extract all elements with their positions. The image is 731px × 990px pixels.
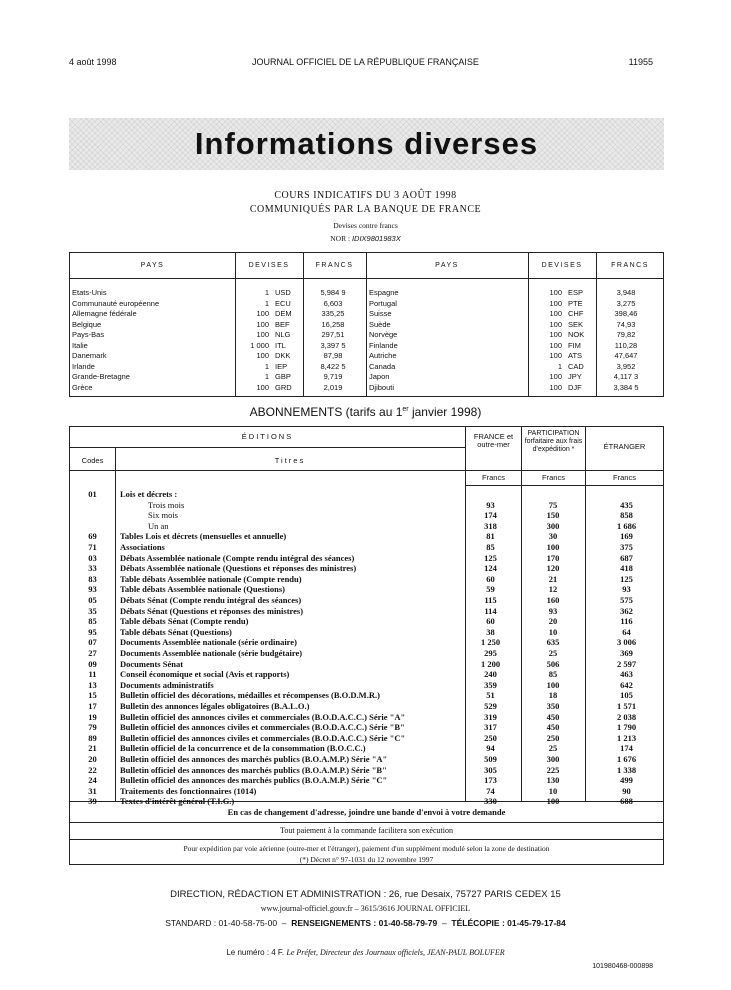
currency-quantity: 100 [549,372,562,381]
price-etranger: 169 [620,531,633,542]
edition-title: Bulletin officiel des annonces civiles et commerciales (B.O.D.A.C.C.) Série "B" [120,722,405,733]
edition-code [70,510,115,521]
currency-quantity: 100 [256,330,269,339]
director-signature-line: Le Préfet, Directeur des Journaux officiels, JEAN-PAUL BOLUFER [286,948,505,957]
price-etranger: 369 [620,648,633,658]
dot-leader [72,288,232,299]
edition-code: 01 [88,489,97,499]
dot-leader [72,309,232,320]
edition-code: 93 [88,584,97,595]
edition-code: 24 [88,775,97,786]
price-etranger: 688 [620,796,633,807]
edition-code [70,500,115,511]
currency-rate: 5,984 9 [320,288,346,297]
edition-title: Bulletin officiel des annonces civiles et commerciales (B.O.D.A.C.C.) Série "C" [120,732,406,743]
currency-quantity: 100 [256,319,269,329]
price-etranger: 858 [620,510,633,521]
currency-quantity: 1 [264,372,269,381]
price-participation: 93 [548,605,558,616]
edition-code: 13 [88,679,97,690]
price-participation: 450 [546,722,560,733]
currency-country: Communauté européenne [72,298,160,308]
header-francs-right: FRANCS [611,262,649,269]
edition-title: Débats Assemblée nationale (Compte rendu intégral des séances) [120,552,355,563]
edition-code: 83 [88,573,97,584]
currency-rate: 398,46 [614,309,638,318]
currency-quantity: 100 [256,309,269,318]
price-participation: 18 [548,690,558,701]
price-france: 319 [484,711,497,722]
edition-title: Bulletin officiel des décorations, médailles et récompenses (B.O.D.M.R.) [120,690,380,701]
notice-expedition: Pour expédition par voie aérienne (outre-mer et l'étranger), paiement d'un supplément modulé selon la zone de destination [183,844,550,853]
renseignements-phone: RENSEIGNEMENTS : 01-40-58-79-79 [291,918,438,928]
currency-rate: 6,603 [323,298,343,308]
currency-code: USD [275,288,291,297]
currency-rate: 47,647 [614,351,638,360]
edition-title: Débats Sénat (Compte rendu intégral des séances) [120,595,302,605]
currency-quantity: 100 [549,319,562,329]
notice-decret: (*) Décret n° 97-1031 du 12 novembre 1997 [299,855,434,864]
currency-rate: 79,82 [616,330,636,339]
currency-rate: 9,719 [323,372,343,381]
edition-code: 35 [88,605,97,616]
price-etranger: 125 [620,573,633,584]
devises-table [69,252,664,397]
price-france [465,489,516,500]
currency-code: ESP [568,288,584,297]
edition-code: 05 [88,595,97,605]
currency-rate: 3,948 [616,288,636,297]
edition-title: Conseil économique et social (Avis et rapports) [120,669,290,680]
currency-code: BEF [275,319,290,329]
price-participation: 30 [548,531,558,542]
currency-code: NOK [568,330,585,339]
edition-code: 79 [88,722,97,733]
dot-leader [72,341,232,352]
price-etranger: 1 686 [616,520,637,531]
price-etranger: 93 [622,584,631,595]
numero-price: Le numéro : 4 F. [226,948,285,957]
currency-country: Suisse [369,309,392,318]
currency-quantity: 100 [256,351,269,360]
website-minitel: www.journal-officiel.gouv.fr – 3615/3616 JOURNAL OFFICIEL [260,904,471,913]
price-etranger: 2 597 [616,658,637,669]
currency-code: DEM [275,309,292,318]
edition-code: 19 [88,711,97,722]
currency-country: Norvège [369,330,398,339]
edition-code: 09 [88,658,97,669]
price-participation: 100 [546,542,560,552]
currency-quantity: 100 [256,382,269,392]
edition-title: Lois et décrets : [120,489,178,499]
dot-leader [369,288,524,299]
dot-leader [72,299,232,310]
price-participation: 250 [546,732,560,743]
price-participation: 120 [546,563,560,574]
price-participation [521,489,585,500]
abonnements-table [69,426,664,865]
price-etranger: 1 213 [616,732,637,743]
edition-code: 95 [88,626,97,637]
currency-rate: 16,258 [321,319,345,329]
edition-code: 17 [88,701,97,711]
edition-title: Table débats Sénat (Questions) [120,626,232,637]
dot-leader [369,330,524,341]
header-participation: PARTICIPATION forfaitaire aux frais d'expédition * [524,430,583,453]
currency-quantity: 100 [549,382,562,392]
edition-code: 39 [88,796,97,807]
currency-code: ECU [275,298,291,308]
header-devises-left: DEVISES [248,262,290,269]
header-codes: Codes [81,456,104,465]
price-france: 85 [486,542,495,552]
currency-rate: 335,25 [321,309,345,318]
price-france: 174 [484,510,497,521]
price-etranger: 642 [620,679,633,690]
header-page-number: 11955 [628,57,653,67]
price-france: 305 [484,764,497,775]
dot-leader [369,362,524,373]
price-france: 529 [484,701,497,711]
price-etranger: 499 [620,775,633,786]
currency-quantity: 100 [549,298,562,308]
notice-payment: Tout paiement à la commande facilitera son exécution [280,826,453,835]
edition-title: Textes d'intérêt général (T.I.G.) [120,796,235,807]
currency-code: PTE [568,298,583,308]
edition-code: 22 [88,764,97,775]
price-participation: 160 [546,595,560,605]
price-france: 124 [484,563,497,574]
currency-rate: 297,51 [321,330,345,339]
section-banner [69,118,664,170]
price-france: 317 [484,722,497,733]
price-france: 115 [484,595,497,605]
edition-title: Trois mois [148,499,185,510]
price-participation: 506 [546,658,560,669]
currency-country: Pays-Bas [72,330,105,339]
currency-rate: 2,019 [323,382,343,392]
price-france: 114 [484,605,497,616]
price-france: 81 [486,531,495,542]
currency-code: CHF [568,309,584,318]
currency-country: Irlande [72,361,95,371]
price-etranger: 687 [620,552,633,563]
dot-leader [72,330,232,341]
currency-rate: 87,98 [323,351,343,360]
edition-title: Bulletin des annonces légales obligatoires (B.A.L.O.) [120,701,310,711]
edition-title: Documents administratifs [120,679,214,690]
price-etranger: 1 790 [616,722,637,733]
currency-rate: 8,422 5 [320,361,346,371]
currency-rate: 4,117 3 [613,372,639,381]
edition-title: Documents Assemblée nationale (série budgétaire) [120,648,303,658]
edition-code: 15 [88,690,97,701]
edition-title: Tables Lois et décrets (mensuelles et annuelle) [120,531,287,542]
dot-leader [72,383,232,394]
standard-phone: STANDARD : 01-40-58-75-00 [165,918,278,928]
edition-title: Documents Sénat [120,658,184,669]
currency-quantity: 100 [549,309,562,318]
header-pays-right: PAYS [435,262,459,269]
price-participation: 300 [546,754,560,764]
price-participation: 100 [546,679,560,690]
currency-quantity: 100 [549,330,562,339]
price-participation: 25 [548,743,558,754]
dot-leader [369,351,524,362]
currency-quantity: 1 [264,361,269,371]
edition-code: 89 [88,732,97,743]
nor-label: NOR : [330,234,351,243]
price-france: 173 [484,775,497,786]
telecopie-phone: TÉLÉCOPIE : 01-45-79-17-84 [451,918,566,928]
price-participation: 10 [548,785,558,796]
edition-title: Six mois [148,510,178,521]
price-etranger: 362 [620,605,633,616]
dot-leader [369,299,524,310]
currency-country: Danemark [72,351,107,360]
price-france: 38 [486,626,495,637]
currency-country: Belgique [72,319,102,329]
edition-code: 07 [88,637,97,648]
notice-change-address: En cas de changement d'adresse, joindre une bande d'envoi à votre demande [227,807,506,817]
currency-rate: 74,93 [616,319,636,329]
price-etranger: 116 [620,616,633,627]
price-etranger: 105 [620,690,633,701]
edition-title: Associations [120,542,165,552]
price-france: 93 [486,499,495,510]
edition-code: 11 [88,669,97,680]
edition-code: 31 [88,785,97,796]
header-journal-title: JOURNAL OFFICIEL DE LA RÉPUBLIQUE FRANÇAISE [252,57,479,67]
price-participation: 21 [548,573,558,584]
edition-title: Table débats Assemblée nationale (Compte rendu) [120,573,302,584]
dot-leader [369,309,524,320]
price-participation: 12 [548,584,558,595]
price-france: 240 [484,669,497,680]
currency-country: Espagne [369,288,399,297]
edition-code [70,521,115,532]
currency-country: Suède [369,319,391,329]
currency-code: JPY [568,372,582,381]
currency-code: DKK [275,351,291,360]
header-francs-left: FRANCS [315,262,354,269]
price-etranger: 463 [620,669,633,680]
header-date: 4 août 1998 [69,57,117,67]
price-etranger: 418 [620,563,633,574]
currency-rate: 3,384 5 [613,382,639,392]
edition-title: Traitements des fonctionnaires (1014) [120,785,257,796]
dot-leader [72,320,232,331]
edition-code: 27 [88,648,97,658]
edition-title: Bulletin officiel des annonces des marchés publics (B.O.A.M.P.) Série "A" [120,754,388,764]
price-france: 330 [484,796,497,807]
currency-code: SEK [568,319,584,329]
currency-country: Italie [72,340,88,350]
price-etranger: 435 [620,499,633,510]
currency-quantity: 100 [549,351,562,360]
price-participation: 130 [546,775,560,786]
price-participation: 20 [548,616,558,627]
price-participation: 225 [546,764,560,775]
edition-title: Table débats Assemblée nationale (Questions) [120,584,285,595]
currency-rate: 3,952 [616,361,636,371]
abonnements-title: ABONNEMENTS (tarifs au 1er janvier 1998) [249,405,482,419]
currency-country: Autriche [369,351,397,360]
currency-country: Portugal [369,298,397,308]
price-participation: 635 [546,637,560,648]
price-france: 59 [486,584,495,595]
currency-code: ATS [568,351,583,360]
price-france: 359 [484,679,497,690]
currency-quantity: 1 [264,298,269,308]
header-etranger: ÉTRANGER [603,442,646,451]
price-etranger: 64 [622,626,631,637]
dot-leader [369,372,524,383]
price-france: 1 200 [480,658,501,669]
price-etranger: 1 676 [616,754,637,764]
price-etranger: 174 [620,743,633,754]
currency-country: Djibouti [369,382,395,392]
price-line [0,948,731,957]
price-participation: 300 [546,520,560,531]
price-participation: 85 [548,669,558,680]
edition-code: 71 [88,542,97,552]
price-etranger: 2 038 [616,711,637,722]
edition-title: Débats Assemblée nationale (Questions et réponses des ministres) [120,563,357,574]
edition-code: 33 [88,563,97,574]
banner-title: Informations diverses [194,126,539,161]
edition-title: Débats Sénat (Questions et réponses des ministres) [120,605,304,616]
currency-code: CAD [568,361,584,371]
price-etranger [589,489,664,500]
direction-address: DIRECTION, RÉDACTION ET ADMINISTRATION : 26, rue Desaix, 75727 PARIS CEDEX 15 [170,889,561,900]
currency-code: ITL [275,340,286,350]
currency-country: Grèce [72,382,93,392]
currency-country: Etats-Unis [72,288,107,297]
header-titres: Titres [274,456,306,465]
price-participation: 10 [548,626,558,637]
price-participation: 25 [548,648,558,658]
currency-quantity: 100 [549,340,562,350]
header-francs-france: Francs [482,473,505,482]
price-france: 74 [486,785,495,796]
dot-leader [72,372,232,383]
currency-country: Allemagne fédérale [72,309,137,318]
dot-leader [369,320,524,331]
price-participation: 170 [546,552,560,563]
price-participation: 150 [546,510,560,521]
currency-quantity: 1 [557,361,562,371]
header-devises-right: DEVISES [541,262,583,269]
price-participation: 350 [546,701,560,711]
price-etranger: 1 571 [616,701,637,711]
dot-leader [369,341,524,352]
price-france: 295 [484,648,497,658]
price-etranger: 575 [620,595,633,605]
edition-title: Bulletin officiel de la concurrence et de la consommation (B.O.C.C.) [120,743,366,754]
header-editions: ÉDITIONS [241,432,294,441]
currency-country: Japon [369,372,390,381]
edition-title: Un an [148,520,169,531]
currency-rate: 3,397 5 [320,340,346,350]
edition-title: Bulletin officiel des annonces civiles et commerciales (B.O.D.A.C.C.) Série "A" [120,711,406,722]
price-france: 250 [484,732,497,743]
currency-code: GRD [275,382,292,392]
price-etranger: 375 [620,542,633,552]
currency-quantity: 100 [549,288,562,297]
header-francs-participation: Francs [542,473,565,482]
header-francs-etranger: Francs [613,473,636,482]
edition-code: 85 [88,616,97,627]
price-etranger: 3 006 [616,637,637,648]
cours-nor [0,234,731,243]
price-participation: 100 [546,796,560,807]
price-france: 60 [486,573,495,584]
price-etranger: 1 338 [616,764,637,775]
edition-title: Table débats Sénat (Compte rendu) [120,616,249,627]
header-france: FRANCE et outre-mer [473,432,514,449]
price-france: 509 [484,754,497,764]
currency-code: DJF [568,382,582,392]
price-france: 1 250 [480,637,501,648]
edition-code: 03 [88,552,97,563]
currency-rate: 3,275 [616,298,636,308]
price-etranger: 90 [622,785,631,796]
currency-country: Finlande [369,340,398,350]
price-france: 125 [484,552,497,563]
currency-code: NLG [275,330,291,339]
dot-leader [72,362,232,373]
currency-code: GBP [275,372,291,381]
nor-value: IDIX9801983X [351,234,401,243]
price-participation: 450 [546,711,560,722]
header-pays-left: PAYS [140,262,165,269]
price-participation: 75 [548,499,558,510]
price-france: 51 [486,690,495,701]
currency-code: IEP [275,361,288,371]
edition-code: 69 [88,531,97,542]
dot-leader [72,351,232,362]
price-france: 60 [486,616,495,627]
currency-quantity: 1 [264,288,269,297]
document-code: 101980468-000898 [592,963,653,970]
currency-rate: 110,28 [614,340,638,350]
cours-devises-label: Devises contre francs [333,221,398,230]
edition-title: Bulletin officiel des annonces des marchés publics (B.O.A.M.P.) Série "B" [120,764,387,775]
edition-code: 20 [88,754,97,764]
edition-title: Bulletin officiel des annonces des marchés publics (B.O.A.M.P.) Série "C" [120,775,388,786]
price-france: 318 [484,520,497,531]
edition-title: Documents Assemblée nationale (série ordinaire) [120,637,297,648]
currency-code: FIM [568,340,581,350]
currency-country: Grande-Bretagne [72,372,130,381]
cours-subtitle: COMMUNIQUÉS PAR LA BANQUE DE FRANCE [249,204,482,215]
cours-title: COURS INDICATIFS DU 3 AOÛT 1998 [274,190,457,201]
edition-code: 21 [88,743,97,754]
price-france: 94 [486,743,495,754]
currency-quantity: 1 000 [250,340,269,350]
currency-country: Canada [369,361,396,371]
phone-numbers: STANDARD : 01-40-58-75-00 – RENSEIGNEMENTS : 01-40-58-79-79 – TÉLÉCOPIE : 01-45-79-17-84 [165,918,566,928]
dot-leader [369,383,524,394]
